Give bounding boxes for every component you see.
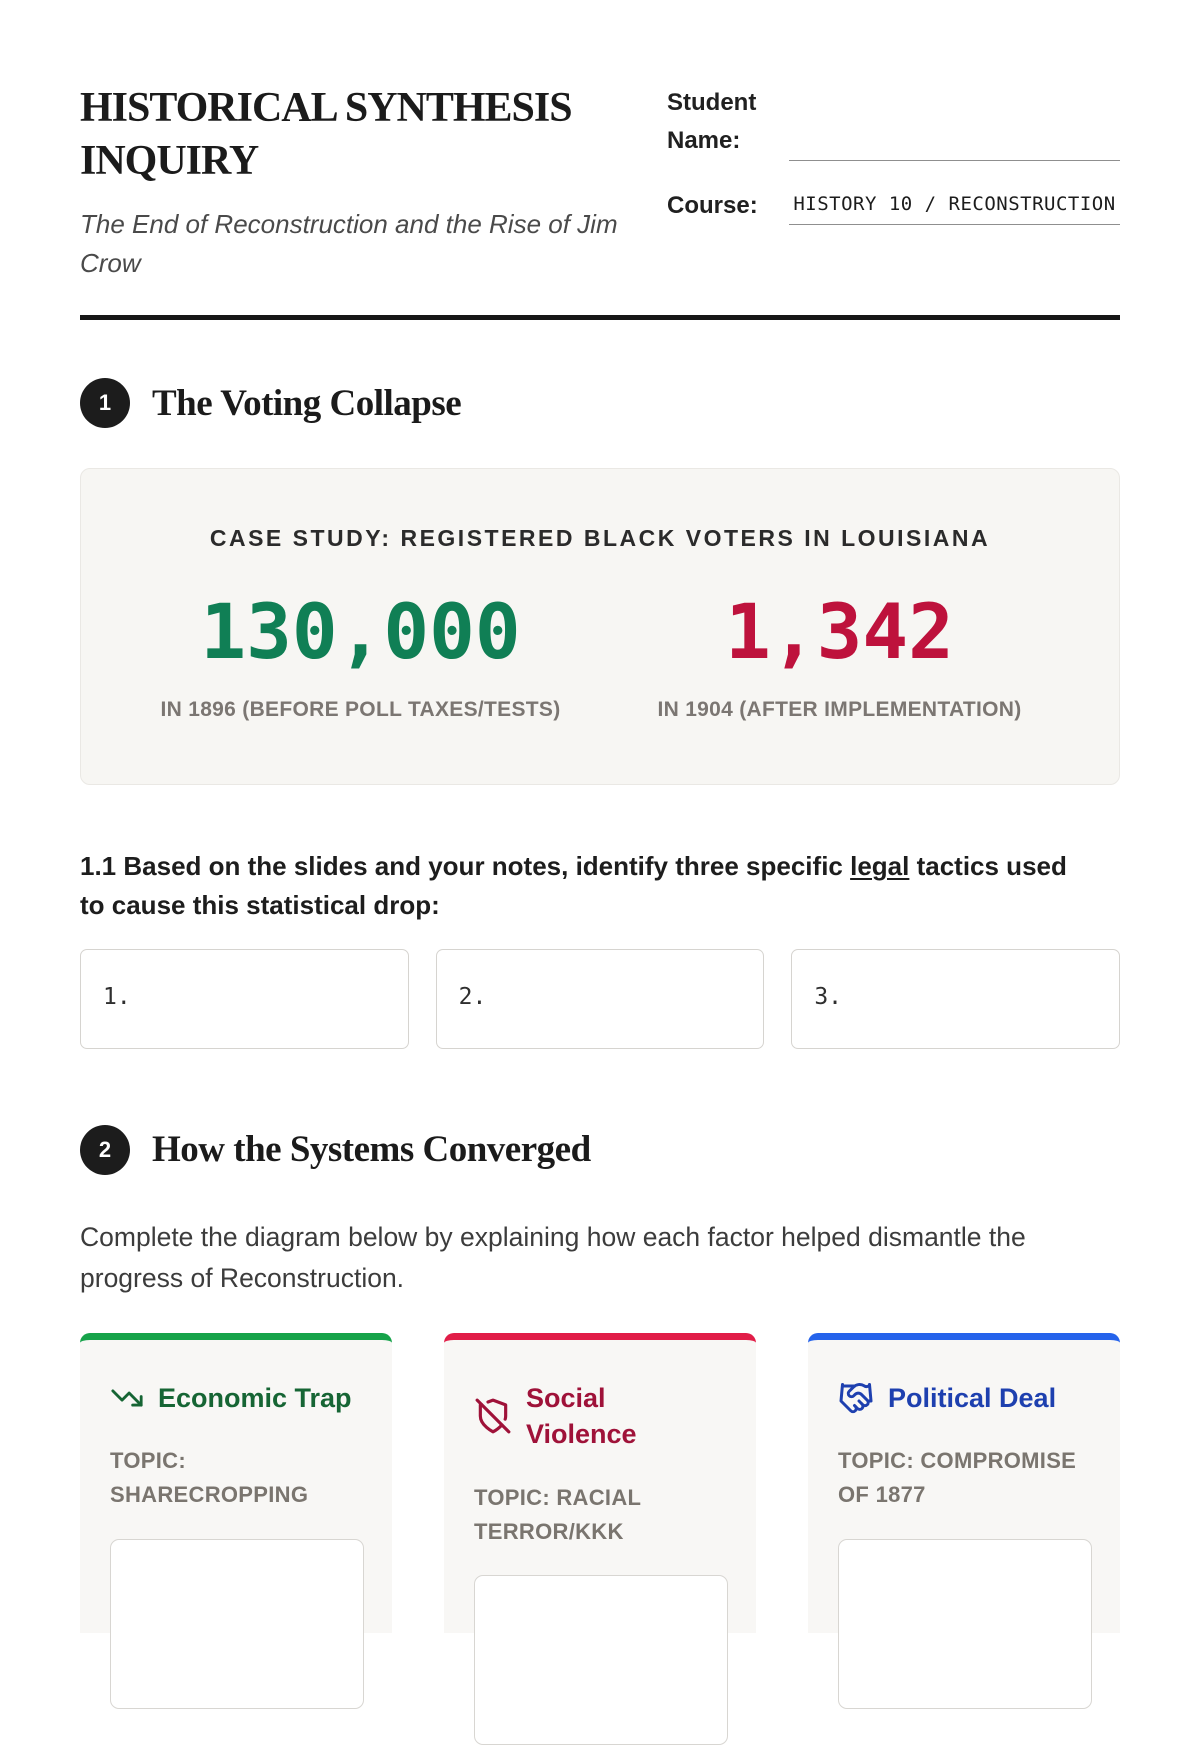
stat-after-label: IN 1904 (AFTER IMPLEMENTATION) bbox=[657, 697, 1022, 721]
economic-trap-answer-box[interactable] bbox=[110, 1539, 364, 1709]
section-2-header bbox=[80, 1125, 1120, 1175]
answer-boxes bbox=[80, 949, 1120, 1049]
factor-card-social-violence bbox=[444, 1333, 756, 1633]
factor-card-political-deal bbox=[808, 1333, 1120, 1633]
question-1-1 bbox=[80, 847, 1085, 925]
header-divider bbox=[80, 315, 1120, 320]
factor-card-title: Economic Trap bbox=[158, 1382, 352, 1413]
section-2-number-badge: 2 bbox=[80, 1125, 130, 1175]
page-subtitle: The End of Reconstruction and the Rise of Jim Crow bbox=[80, 209, 618, 278]
answer-box-3-number: 3. bbox=[814, 983, 843, 1010]
factor-card-economic-trap bbox=[80, 1333, 392, 1633]
answer-box-2-number: 2. bbox=[458, 983, 487, 1010]
document-header bbox=[80, 82, 1120, 283]
page-title: HISTORICAL SYNTHESIS INQUIRY bbox=[80, 85, 572, 184]
case-study-box bbox=[80, 468, 1120, 785]
stat-before-value: 130,000 bbox=[200, 587, 521, 676]
section-2-title: How the Systems Converged bbox=[152, 1129, 591, 1171]
answer-box-1-number: 1. bbox=[103, 983, 131, 1010]
answer-box-1[interactable] bbox=[80, 949, 409, 1049]
factor-card-topic: TOPIC: RACIAL TERROR/KKK bbox=[474, 1484, 641, 1544]
question-1-1-prefix: 1.1 Based on the slides and your notes, identify three specific bbox=[80, 850, 851, 881]
student-name-row bbox=[667, 84, 1120, 161]
course-field[interactable]: HISTORY 10 / RECONSTRUCTION bbox=[789, 191, 1120, 226]
handshake-icon bbox=[838, 1380, 874, 1416]
shield-off-icon bbox=[474, 1397, 512, 1435]
question-1-1-suffix: tactics used to cause this statistical drop: bbox=[80, 850, 1067, 920]
stat-after bbox=[600, 587, 1079, 722]
stat-before-label: IN 1896 (BEFORE POLL TAXES/TESTS) bbox=[160, 697, 561, 721]
question-1-1-underlined-word: legal bbox=[850, 850, 910, 881]
social-violence-answer-box[interactable] bbox=[474, 1575, 728, 1745]
factor-card-title: Political Deal bbox=[888, 1382, 1057, 1413]
student-info-block bbox=[665, 82, 1120, 283]
student-name-label: Student Name: bbox=[667, 89, 757, 155]
factor-card-topic: TOPIC: COMPROMISE OF 1877 bbox=[838, 1448, 1077, 1508]
section-1-title: The Voting Collapse bbox=[152, 382, 462, 424]
course-label: Course: bbox=[667, 191, 758, 219]
section-1-number-badge: 1 bbox=[80, 378, 130, 428]
political-deal-answer-box[interactable] bbox=[838, 1539, 1092, 1709]
answer-box-2[interactable] bbox=[436, 949, 765, 1049]
factor-card-topic: TOPIC: SHARECROPPING bbox=[110, 1448, 309, 1508]
stat-before bbox=[121, 587, 600, 722]
factor-card-title: Social Violence bbox=[526, 1382, 637, 1450]
case-study-heading: CASE STUDY: REGISTERED BLACK VOTERS IN LOUISIANA bbox=[209, 525, 991, 551]
factor-cards bbox=[80, 1333, 1120, 1633]
section-2-instruction: Complete the diagram below by explaining how each factor helped dismantle the progress of Reconstruction. bbox=[80, 1221, 1026, 1293]
student-name-field[interactable] bbox=[789, 127, 1120, 161]
answer-box-3[interactable] bbox=[791, 949, 1120, 1049]
stat-after-value: 1,342 bbox=[725, 587, 954, 676]
trending-down-icon bbox=[110, 1381, 144, 1415]
section-1-header bbox=[80, 378, 1120, 428]
course-row bbox=[667, 187, 1120, 225]
